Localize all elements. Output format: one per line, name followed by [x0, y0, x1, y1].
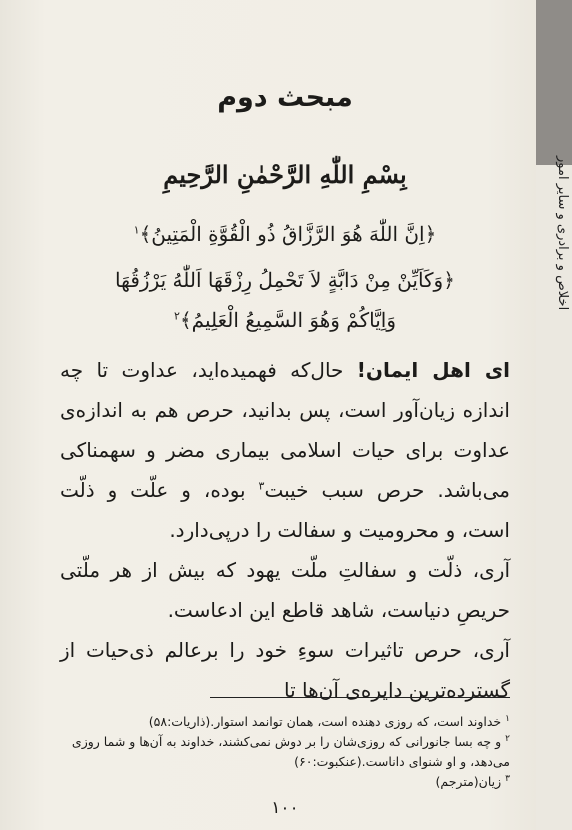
footnote-2-text: و چه بسا جانورانی که روزی‌شان را بر دوش نمی‌کشند، خداوند به آن‌ها و شما روزی می‌دهد، و او شنوای داناست.(عنکبوت:۶۰)	[71, 734, 510, 769]
verse-line-2: ﴿وَكَاَيِّنْ مِنْ دَابَّةٍ لاَ تَحْمِلُ رِزْقَهَا اَللّٰهُ يَرْزُقُهَا	[115, 268, 455, 292]
footnote-1-text: خداوند است، که روزی دهنده است، همان توانمد استوار.(ذاریات:۵۸)	[148, 714, 502, 729]
paragraph-1	[60, 350, 510, 550]
verse-mark-2: ٢	[174, 309, 180, 323]
footnote-1-mark: ١	[505, 713, 510, 724]
page-content	[60, 0, 510, 830]
verse-mark-1: ١	[133, 223, 140, 237]
footnote-3	[60, 772, 510, 792]
footnotes	[60, 712, 510, 792]
footnote-2	[60, 732, 510, 772]
paragraph-3: آری، حرص تاثیرات سوءِ خود را برعالم ذی‌حیات از گسترده‌ترین دایره‌ی آن‌ها تا	[60, 638, 510, 702]
page-number: ١٠٠	[271, 798, 299, 818]
paragraph-1-text-b: بوده، و علّت و ذلّت است، و محرومیت و سفالت را درپی‌دارد.	[60, 478, 510, 542]
chapter-side-tab	[536, 0, 572, 830]
footnote-3-text: زیان(مترجم)	[435, 774, 502, 789]
verse-line-1-text: ﴿اِنَّ اللّٰهَ هُوَ الرَّزَّاقُ ذُو الْقُوَّةِ الْمَتِينُ﴾	[139, 222, 437, 246]
paragraph-2: آری، ذلّت و سفالتِ ملّت یهود که بیش از هر ملّتی حریصِ دنیاست، شاهد قاطع این ادعاست.	[60, 558, 510, 622]
body-text	[60, 350, 510, 710]
footnote-2-mark: ٢	[505, 733, 510, 744]
footnote-ref-3: ٣	[258, 479, 265, 493]
footnote-1	[60, 712, 510, 732]
footnote-divider	[210, 697, 510, 698]
basmala: بِسْمِ اللّٰهِ الرَّحْمٰنِ الرَّحِيمِ	[163, 160, 407, 189]
side-tab-label: اخلاص و برادری و سایر امور	[555, 155, 570, 310]
verse-line-3-text: وَاِيَّاكُمْ وَهُوَ السَّمِيعُ الْعَلِيمُ﴾	[179, 308, 396, 332]
paragraph-1-lead: ای اهل ایمان!	[356, 358, 511, 382]
footnote-3-mark: ٣	[505, 773, 510, 784]
section-title: مبحث دوم	[217, 82, 353, 113]
paragraph-1-text-a: حال‌که فهمیده‌اید، عداوت تا چه اندازه زیان‌آور است، پس بدانید، حرص هم به اندازه‌ی عداوت برای حیات اسلامی بیماری مضر و سهمناکی می‌باشد. حرص سبب خیبت	[60, 358, 510, 502]
verse-line-1	[60, 222, 510, 246]
verse-line-3	[60, 308, 510, 332]
side-tab-shade	[536, 0, 572, 165]
